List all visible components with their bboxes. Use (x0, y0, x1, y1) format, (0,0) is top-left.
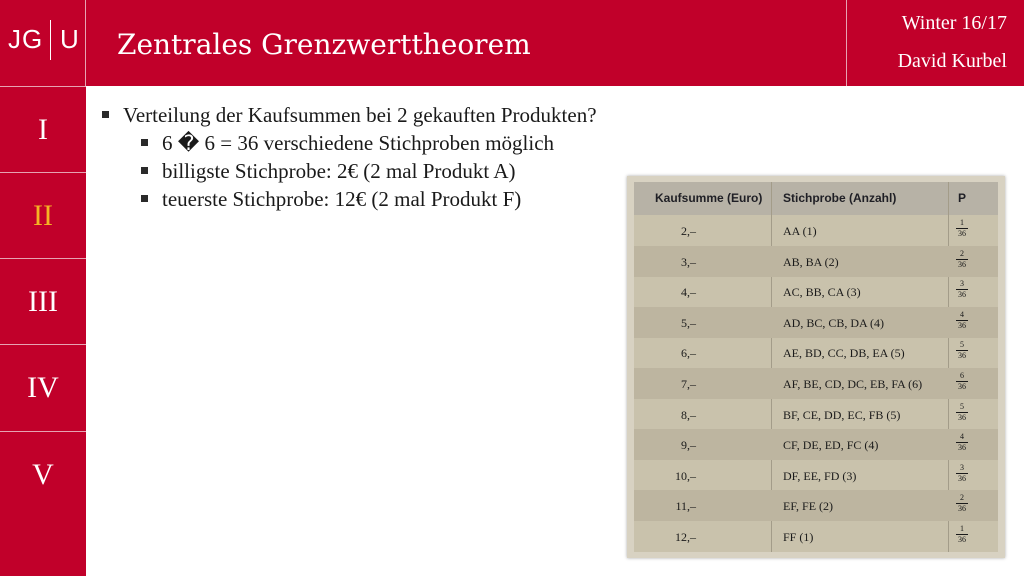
cell-stichprobe: EF, FE (2) (783, 499, 834, 514)
cell-probability (956, 493, 968, 514)
cell-stichprobe: DF, EE, FD (3) (783, 468, 857, 483)
cell-probability (956, 371, 968, 392)
cell-kaufsumme: 11,– (675, 499, 696, 514)
section-sidebar (0, 86, 86, 576)
table-row (634, 246, 998, 277)
cell-probability (956, 402, 968, 423)
table-row (634, 429, 998, 460)
cell-kaufsumme: 5,– (681, 315, 696, 330)
cell-probability (956, 463, 968, 484)
bullet-text: teuerste Stichprobe: 12€ (2 mal Produkt F) (162, 187, 522, 211)
cell-probability (956, 279, 968, 300)
probability-denominator: 36 (958, 320, 966, 330)
cell-kaufsumme: 10,– (675, 468, 696, 483)
probability-numerator: 4 (956, 310, 968, 321)
cell-stichprobe: CF, DE, ED, FC (4) (783, 438, 879, 453)
table-row (634, 460, 998, 491)
probability-numerator: 1 (956, 218, 968, 229)
header-kaufsumme: Kaufsumme (Euro) (655, 191, 763, 205)
bullet-text: 6 � 6 = 36 verschiedene Stichproben möglich (162, 131, 555, 155)
probability-numerator: 5 (956, 340, 968, 351)
probability-denominator: 36 (958, 229, 966, 238)
cell-stichprobe: AF, BE, CD, DC, EB, FA (6) (783, 377, 923, 391)
bullet-text: Verteilung der Kaufsummen bei 2 gekauften Produkten? (123, 103, 597, 127)
author-label: David Kurbel (897, 50, 1007, 72)
sidebar-item-ii[interactable]: II (0, 172, 86, 258)
cell-stichprobe: AA (1) (783, 224, 817, 238)
cell-probability (956, 432, 968, 453)
slide-content (100, 101, 640, 213)
probability-denominator: 36 (958, 535, 966, 544)
header-bar (0, 0, 1024, 86)
table-row (634, 307, 998, 338)
sidebar-item-v[interactable]: V (0, 431, 86, 517)
sub-bullet-item (100, 157, 640, 185)
cell-probability (956, 340, 968, 361)
probability-numerator: 6 (956, 371, 968, 382)
probability-numerator: 3 (956, 279, 968, 290)
cell-probability (956, 249, 968, 270)
probability-denominator: 36 (958, 259, 966, 269)
cell-kaufsumme: 3,– (681, 254, 696, 269)
square-bullet-icon (141, 195, 148, 202)
cell-kaufsumme: 7,– (681, 377, 696, 391)
jgu-logo (8, 24, 80, 55)
table-row (634, 215, 998, 246)
probability-denominator: 36 (958, 351, 966, 361)
sub-bullet-item (100, 129, 640, 157)
distribution-table (634, 182, 998, 552)
square-bullet-icon (102, 111, 109, 118)
sidebar-item-iv[interactable]: IV (0, 344, 86, 430)
probability-numerator: 3 (956, 463, 968, 474)
sidebar-item-iii[interactable]: III (0, 258, 86, 344)
probability-denominator: 36 (958, 290, 966, 300)
cell-stichprobe: FF (1) (783, 530, 814, 544)
table-row (634, 368, 998, 399)
slide-title: Zentrales Grenzwerttheorem (117, 28, 531, 61)
logo-divider (50, 20, 51, 60)
cell-stichprobe: AB, BA (2) (783, 254, 839, 269)
info-cell (846, 0, 1024, 86)
cell-kaufsumme: 9,– (681, 438, 696, 453)
table-row (634, 521, 998, 552)
logo-cell (0, 0, 86, 86)
sidebar-item-i[interactable]: I (0, 86, 86, 172)
table-row (634, 276, 998, 307)
cell-stichprobe: AE, BD, CC, DB, EA (5) (783, 346, 905, 361)
cell-stichprobe: BF, CE, DD, EC, FB (5) (783, 407, 901, 422)
probability-denominator: 36 (958, 382, 966, 391)
cell-kaufsumme: 12,– (675, 530, 696, 544)
table-header (634, 182, 998, 215)
probability-numerator: 4 (956, 432, 968, 443)
table-row (634, 490, 998, 521)
table-row (634, 399, 998, 430)
sub-bullet-item (100, 185, 640, 213)
cell-kaufsumme: 8,– (681, 407, 696, 422)
cell-stichprobe: AC, BB, CA (3) (783, 285, 861, 300)
probability-numerator: 1 (956, 524, 968, 535)
probability-denominator: 36 (958, 473, 966, 483)
probability-denominator: 36 (958, 504, 966, 514)
cell-probability (956, 218, 968, 239)
square-bullet-icon (141, 167, 148, 174)
probability-denominator: 36 (958, 443, 966, 453)
cell-kaufsumme: 4,– (681, 285, 696, 300)
header-p: P (958, 191, 967, 205)
bullet-text: billigste Stichprobe: 2€ (2 mal Produkt A) (162, 159, 516, 183)
logo-text-left: JG (8, 24, 44, 54)
term-label: Winter 16/17 (901, 12, 1007, 34)
cell-probability (956, 524, 968, 545)
distribution-table-image (627, 176, 1005, 558)
bullet-item (100, 101, 640, 129)
cell-probability (956, 310, 968, 331)
table-row (634, 337, 998, 368)
probability-denominator: 36 (958, 412, 966, 422)
cell-kaufsumme: 2,– (681, 224, 696, 238)
probability-numerator: 5 (956, 402, 968, 413)
logo-text-right: U (60, 24, 80, 54)
cell-stichprobe: AD, BC, CB, DA (4) (783, 315, 885, 330)
cell-kaufsumme: 6,– (681, 346, 696, 361)
probability-numerator: 2 (956, 249, 968, 260)
square-bullet-icon (141, 139, 148, 146)
header-stichprobe: Stichprobe (Anzahl) (783, 191, 897, 205)
probability-numerator: 2 (956, 493, 968, 504)
